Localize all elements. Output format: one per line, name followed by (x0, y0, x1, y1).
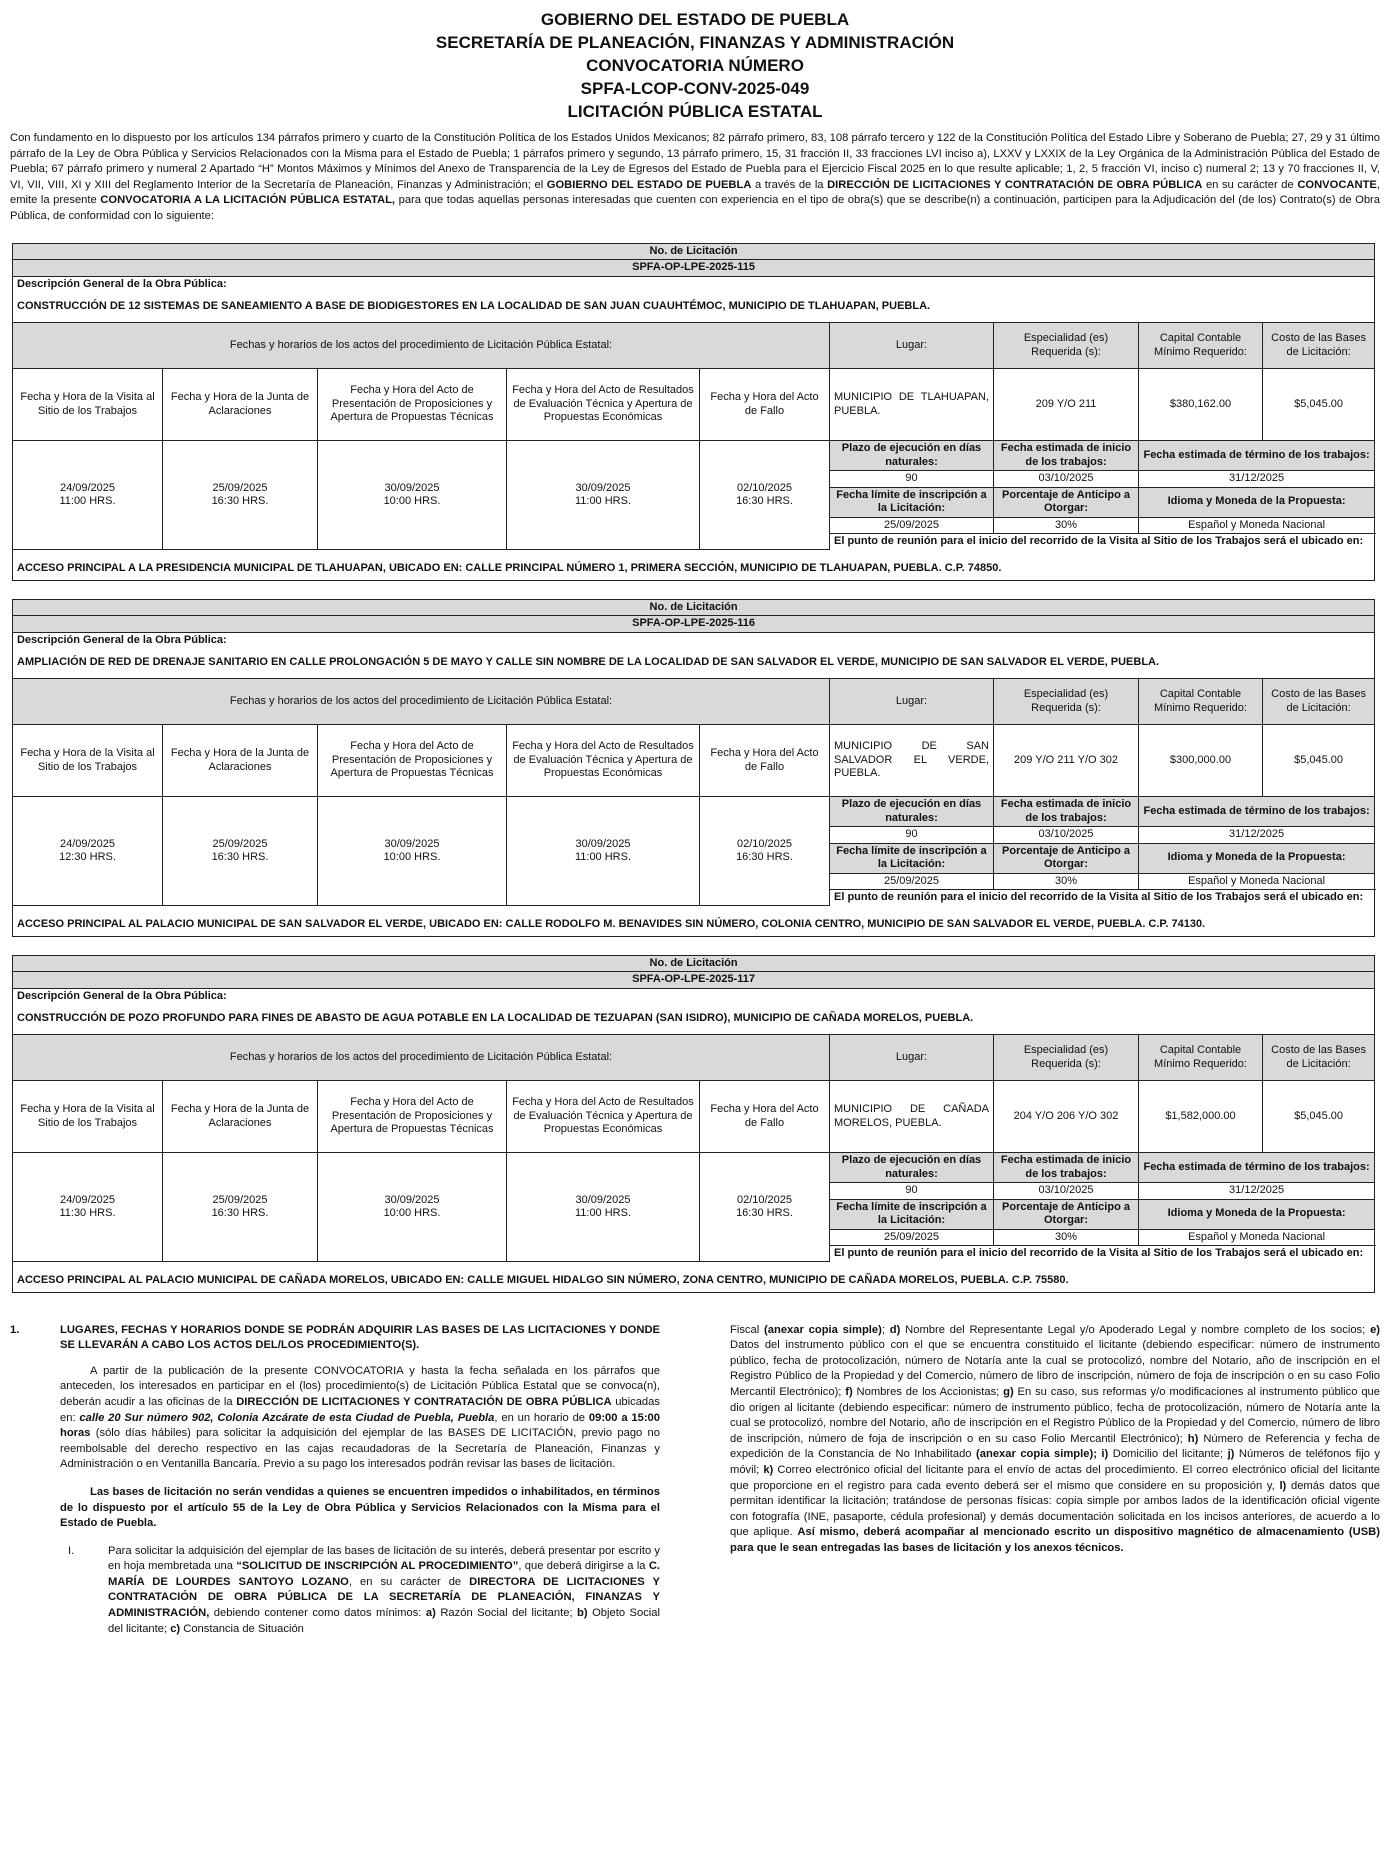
fallo-header: Fecha y Hora del Acto de Fallo (700, 725, 830, 797)
section-1-title: 1. LUGARES, FECHAS Y HORARIOS DONDE SE PODRÁN ADQUIRIR LAS BASES DE LAS LICITACIONES Y DONDE SE LLEVARÁN A CABO LOS ACTOS DEL/LOS PROCEDIMIENTO(S). (10, 1323, 660, 1352)
limite-value: 25/09/2025 (830, 517, 994, 534)
section-1-paragraph-1: A partir de la publicación de la presente CONVOCATORIA y hasta la fecha señalada en los párrafos que anteceden, los interesados en participar en el (los) procedimiento(s) de Licitación Pública Estatal que se convoca(n), deberán acudir a las oficinas de la DIRECCIÓN DE LICITACIONES Y CONTRATACIÓN DE OBRA PÚBLICA ubicadas en: calle 20 Sur número 902, Colonia Azcárate de esta Ciudad de Puebla, Puebla, en un horario de 09:00 a 15:00 horas (sólo días hábiles) para solicitar la adquisición del ejemplar de las BASES DE LICITACIÓN, previo pago no reembolsable del derecho respectivo en las cajas recaudadoras de la Secretaría de Planeación, Finanzas y Administración o en Ventanilla Bancaria. Previo a su pago los interesados podrán revisar las bases de licitación. (60, 1364, 661, 1471)
plazo-value: 90 (830, 827, 994, 844)
fechas-horarios-header: Fechas y horarios de los actos del procedimiento de Licitación Pública Estatal: (13, 679, 830, 725)
licitacion-table (12, 955, 1375, 1293)
licitaciones-list (10, 243, 1380, 1293)
document-header (10, 8, 1380, 123)
section-1-item-I: I. Para solicitar la adquisición del ejemplar de las bases de licitación de su interés, deberá presentar por escrito y en hoja membretada una “SOLICITUD DE INSCRIPCIÓN AL PROCEDIMIENTO”, que deberá dirigirse a la C. MARÍA DE LOURDES SANTOYO LOZANO, en su carácter de DIRECTORA DE LICITACIONES Y CONTRATACIÓN DE OBRA PÚBLICA DE LA SECRETARÍA DE PLANEACIÓN, FINANZAS Y ADMINISTRACIÓN, debiendo contener como datos mínimos: a) Razón Social del licitante; b) Objeto Social del licitante; c) Constancia de Situación (68, 1544, 661, 1635)
fechas-horarios-header: Fechas y horarios de los actos del procedimiento de Licitación Pública Estatal: (13, 1035, 830, 1081)
punto-reunion-address: ACCESO PRINCIPAL A LA PRESIDENCIA MUNICIPAL DE TLAHUAPAN, UBICADO EN: CALLE PRINCIPAL NÚMERO 1, PRIMERA SECCIÓN, MUNICIPIO DE TLAHUAPAN, PUEBLA. C.P. 74850. (13, 550, 1375, 581)
punto-reunion-address: ACCESO PRINCIPAL AL PALACIO MUNICIPAL DE SAN SALVADOR EL VERDE, UBICADO EN: CALLE RODOLFO M. BENAVIDES SIN NÚMERO, COLONIA CENTRO, MUNICIPIO DE SAN SALVADOR EL VERDE, PUEBLA. C.P. 74130. (13, 906, 1375, 937)
costo-header: Costo de las Bases de Licitación: (1263, 1035, 1375, 1081)
descripcion-text: CONSTRUCCIÓN DE POZO PROFUNDO PARA FINES DE ABASTO DE AGUA POTABLE EN LA LOCALIDAD DE TEZUAPAN (SAN ISIDRO), MUNICIPIO DE CAÑADA MORELOS, PUEBLA. (13, 1004, 1375, 1035)
termino-header: Fecha estimada de término de los trabajos: (1139, 797, 1375, 827)
inicio-value: 03/10/2025 (994, 827, 1139, 844)
descripcion-label: Descripción General de la Obra Pública: (13, 988, 1375, 1004)
limite-value: 25/09/2025 (830, 873, 994, 890)
punto-reunion-label: El punto de reunión para el inicio del recorrido de la Visita al Sitio de los Trabajos será el ubicado en: (830, 534, 1375, 550)
resultados-header: Fecha y Hora del Acto de Resultados de Evaluación Técnica y Apertura de Propuestas Económicas (507, 725, 700, 797)
lugar-value: MUNICIPIO DE TLAHUAPAN, PUEBLA. (830, 369, 994, 441)
presentacion-header: Fecha y Hora del Acto de Presentación de Proposiciones y Apertura de Propuestas Técnicas (318, 369, 507, 441)
capital-header: Capital Contable Mínimo Requerido: (1139, 679, 1263, 725)
anticipo-value: 30% (994, 517, 1139, 534)
inicio-header: Fecha estimada de inicio de los trabajos: (994, 797, 1139, 827)
licitacion-number: SPFA-OP-LPE-2025-116 (13, 616, 1375, 633)
limite-value: 25/09/2025 (830, 1229, 994, 1246)
fallo-header: Fecha y Hora del Acto de Fallo (700, 1081, 830, 1153)
junta-value: 25/09/2025 16:30 HRS. (163, 797, 318, 906)
plazo-header: Plazo de ejecución en días naturales: (830, 797, 994, 827)
capital-value: $380,162.00 (1139, 369, 1263, 441)
visita-value: 24/09/2025 11:30 HRS. (13, 1153, 163, 1262)
termino-value: 31/12/2025 (1139, 471, 1375, 488)
licitacion-number: SPFA-OP-LPE-2025-117 (13, 972, 1375, 989)
visita-header: Fecha y Hora de la Visita al Sitio de los Trabajos (13, 369, 163, 441)
lugar-header: Lugar: (830, 323, 994, 369)
inicio-value: 03/10/2025 (994, 1183, 1139, 1200)
idioma-header: Idioma y Moneda de la Propuesta: (1139, 1199, 1375, 1229)
junta-header: Fecha y Hora de la Junta de Aclaraciones (163, 369, 318, 441)
fallo-header: Fecha y Hora del Acto de Fallo (700, 369, 830, 441)
descripcion-label: Descripción General de la Obra Pública: (13, 632, 1375, 648)
resultados-value: 30/09/2025 11:00 HRS. (507, 1153, 700, 1262)
licitacion-number: SPFA-OP-LPE-2025-115 (13, 260, 1375, 277)
capital-value: $1,582,000.00 (1139, 1081, 1263, 1153)
junta-value: 25/09/2025 16:30 HRS. (163, 441, 318, 550)
anticipo-header: Porcentaje de Anticipo a Otorgar: (994, 1199, 1139, 1229)
limite-header: Fecha límite de inscripción a la Licitación: (830, 843, 994, 873)
anticipo-value: 30% (994, 873, 1139, 890)
resultados-header: Fecha y Hora del Acto de Resultados de Evaluación Técnica y Apertura de Propuestas Económicas (507, 1081, 700, 1153)
junta-header: Fecha y Hora de la Junta de Aclaraciones (163, 725, 318, 797)
visita-header: Fecha y Hora de la Visita al Sitio de los Trabajos (13, 725, 163, 797)
especialidad-header: Especialidad (es) Requerida (s): (994, 679, 1139, 725)
inicio-value: 03/10/2025 (994, 471, 1139, 488)
header-line-government: GOBIERNO DEL ESTADO DE PUEBLA (540, 10, 850, 29)
anticipo-value: 30% (994, 1229, 1139, 1246)
presentacion-value: 30/09/2025 10:00 HRS. (318, 1153, 507, 1262)
costo-header: Costo de las Bases de Licitación: (1263, 323, 1375, 369)
termino-value: 31/12/2025 (1139, 1183, 1375, 1200)
junta-value: 25/09/2025 16:30 HRS. (163, 1153, 318, 1262)
visita-header: Fecha y Hora de la Visita al Sitio de los Trabajos (13, 1081, 163, 1153)
capital-value: $300,000.00 (1139, 725, 1263, 797)
section-1 (10, 1323, 1380, 1638)
licitacion-block-2 (10, 599, 1380, 937)
visita-value: 24/09/2025 12:30 HRS. (13, 797, 163, 906)
costo-value: $5,045.00 (1263, 725, 1375, 797)
limite-header: Fecha límite de inscripción a la Licitación: (830, 1199, 994, 1229)
anticipo-header: Porcentaje de Anticipo a Otorgar: (994, 487, 1139, 517)
descripcion-text: AMPLIACIÓN DE RED DE DRENAJE SANITARIO EN CALLE PROLONGACIÓN 5 DE MAYO Y CALLE SIN NOMBRE DE LA LOCALIDAD DE SAN SALVADOR EL VERDE, MUNICIPIO DE SAN SALVADOR EL VERDE, PUEBLA. (13, 648, 1375, 679)
costo-value: $5,045.00 (1263, 1081, 1375, 1153)
lugar-value: MUNICIPIO DE SAN SALVADOR EL VERDE, PUEBLA. (830, 725, 994, 797)
presentacion-value: 30/09/2025 10:00 HRS. (318, 797, 507, 906)
section-1-left-column (10, 1323, 660, 1638)
punto-reunion-label: El punto de reunión para el inicio del recorrido de la Visita al Sitio de los Trabajos será el ubicado en: (830, 1246, 1375, 1262)
presentacion-value: 30/09/2025 10:00 HRS. (318, 441, 507, 550)
header-line-type: LICITACIÓN PÚBLICA ESTATAL (567, 102, 823, 121)
plazo-header: Plazo de ejecución en días naturales: (830, 1153, 994, 1183)
plazo-header: Plazo de ejecución en días naturales: (830, 441, 994, 471)
punto-reunion-label: El punto de reunión para el inicio del recorrido de la Visita al Sitio de los Trabajos será el ubicado en: (830, 890, 1375, 906)
especialidad-value: 209 Y/O 211 Y/O 302 (994, 725, 1139, 797)
plazo-value: 90 (830, 471, 994, 488)
termino-header: Fecha estimada de término de los trabajos: (1139, 441, 1375, 471)
idioma-value: Español y Moneda Nacional (1139, 1229, 1375, 1246)
header-line-secretaria: SECRETARÍA DE PLANEACIÓN, FINANZAS Y ADMINISTRACIÓN (435, 33, 955, 52)
idioma-header: Idioma y Moneda de la Propuesta: (1139, 487, 1375, 517)
resultados-value: 30/09/2025 11:00 HRS. (507, 797, 700, 906)
header-line-convocatoria: CONVOCATORIA NÚMERO (586, 56, 804, 75)
lugar-header: Lugar: (830, 1035, 994, 1081)
licitacion-table (12, 243, 1375, 581)
costo-header: Costo de las Bases de Licitación: (1263, 679, 1375, 725)
junta-header: Fecha y Hora de la Junta de Aclaraciones (163, 1081, 318, 1153)
resultados-header: Fecha y Hora del Acto de Resultados de Evaluación Técnica y Apertura de Propuestas Económicas (507, 369, 700, 441)
punto-reunion-address: ACCESO PRINCIPAL AL PALACIO MUNICIPAL DE CAÑADA MORELOS, UBICADO EN: CALLE MIGUEL HIDALGO SIN NÚMERO, ZONA CENTRO, MUNICIPIO DE CAÑADA MORELOS, PUEBLA. C.P. 75580. (13, 1262, 1375, 1293)
termino-value: 31/12/2025 (1139, 827, 1375, 844)
fechas-horarios-header: Fechas y horarios de los actos del procedimiento de Licitación Pública Estatal: (13, 323, 830, 369)
header-line-number: SPFA-LCOP-CONV-2025-049 (580, 79, 810, 98)
especialidad-value: 209 Y/O 211 (994, 369, 1139, 441)
no-licitacion-label: No. de Licitación (13, 243, 1375, 260)
descripcion-label: Descripción General de la Obra Pública: (13, 276, 1375, 292)
presentacion-header: Fecha y Hora del Acto de Presentación de Proposiciones y Apertura de Propuestas Técnicas (318, 725, 507, 797)
capital-header: Capital Contable Mínimo Requerido: (1139, 323, 1263, 369)
inicio-header: Fecha estimada de inicio de los trabajos: (994, 441, 1139, 471)
costo-value: $5,045.00 (1263, 369, 1375, 441)
lugar-value: MUNICIPIO DE CAÑADA MORELOS, PUEBLA. (830, 1081, 994, 1153)
no-licitacion-label: No. de Licitación (13, 955, 1375, 972)
fallo-value: 02/10/2025 16:30 HRS. (700, 441, 830, 550)
idioma-value: Español y Moneda Nacional (1139, 873, 1375, 890)
presentacion-header: Fecha y Hora del Acto de Presentación de Proposiciones y Apertura de Propuestas Técnicas (318, 1081, 507, 1153)
licitacion-table (12, 599, 1375, 937)
plazo-value: 90 (830, 1183, 994, 1200)
intro-paragraph: Con fundamento en lo dispuesto por los artículos 134 párrafos primero y cuarto de la Constitución Política de los Estados Unidos Mexicanos; 82 párrafo primero, 83, 108 párrafo tercero y 122 de la Constitución Política del Estado Libre y Soberano de Puebla; 27, 29 y 31 último párrafo de la Ley de Obra Pública y Servicios Relacionados con la Misma para el Estado de Puebla; 1 párrafos primero y segundo, 13 párrafo primero, 15, 31 fracción II, 33 fracciones LVI inciso a), LXXV y LXXIX de la Ley Orgánica de la Administración Pública del Estado de Puebla; 67 párrafo primero y numeral 2 Apartado “H” Montos Máximos y Mínimos del Anexo de Transparencia de la Ley de Egresos del Estado de Puebla para el Ejercicio Fiscal 2025 en lo que resulte aplicable; 1, 2, 5 fracción VI, inciso c) numeral 2; 13 y 70 fracciones II, V, VI, VII, VIII, XI y XIII del Reglamento Interior de la Secretaría de Planeación, Finanzas y Administración; el GOBIERNO DEL ESTADO DE PUEBLA a través de la DIRECCIÓN DE LICITACIONES Y CONTRATACIÓN DE OBRA PÚBLICA en su carácter de CONVOCANTE, emite la presente CONVOCATORIA A LA LICITACIÓN PÚBLICA ESTATAL, para que todas aquellas personas interesadas que cuenten con experiencia en el tipo de obra(s) que se describe(n) a continuación, participen para la Adjudicación del (de los) Contrato(s) de Obra Pública, de conformidad con lo siguiente: (10, 132, 1380, 222)
section-1-paragraph-2: Las bases de licitación no serán vendidas a quienes se encuentren impedidos o inhabilitados, en términos de lo dispuesto por el artículo 55 de la Ley de Obra Pública y Servicios Relacionados con la Misma para el Estado de Puebla. (60, 1485, 660, 1530)
limite-header: Fecha límite de inscripción a la Licitación: (830, 487, 994, 517)
capital-header: Capital Contable Mínimo Requerido: (1139, 1035, 1263, 1081)
anticipo-header: Porcentaje de Anticipo a Otorgar: (994, 843, 1139, 873)
visita-value: 24/09/2025 11:00 HRS. (13, 441, 163, 550)
especialidad-header: Especialidad (es) Requerida (s): (994, 1035, 1139, 1081)
especialidad-header: Especialidad (es) Requerida (s): (994, 323, 1139, 369)
no-licitacion-label: No. de Licitación (13, 599, 1375, 616)
licitacion-block-1 (10, 243, 1380, 581)
inicio-header: Fecha estimada de inicio de los trabajos: (994, 1153, 1139, 1183)
descripcion-text: CONSTRUCCIÓN DE 12 SISTEMAS DE SANEAMIENTO A BASE DE BIODIGESTORES EN LA LOCALIDAD DE SAN JUAN CUAUHTÉMOC, MUNICIPIO DE TLAHUAPAN, PUEBLA. (13, 292, 1375, 323)
idioma-header: Idioma y Moneda de la Propuesta: (1139, 843, 1375, 873)
idioma-value: Español y Moneda Nacional (1139, 517, 1375, 534)
licitacion-block-3 (10, 955, 1380, 1293)
especialidad-value: 204 Y/O 206 Y/O 302 (994, 1081, 1139, 1153)
termino-header: Fecha estimada de término de los trabajos: (1139, 1153, 1375, 1183)
lugar-header: Lugar: (830, 679, 994, 725)
section-1-right-column: Fiscal (anexar copia simple); d) Nombre del Representante Legal y/o Apoderado Legal y nombre completo de los socios; e) Datos del instrumento público con el que se encuentra constituido el licitante (debiendo especificar: número de instrumento público, fecha de protocolización, número de Notaría ante la cual se protocolizó, nombre del Notario, año de inscripción en el Registro Público de la Propiedad y del Comercio, número de libro de inscripción, número de foja de inscripción o en su caso Folio Mercantil Electrónico); f) Nombres de los Accionistas; g) En su caso, sus reformas y/o modificaciones al instrumento público que dio origen al licitante (debiendo especificar: número de instrumento público, fecha de protocolización, número de Notaría ante la cual se protocolizó, nombre del Notario, año de inscripción en el Registro Público de la Propiedad y del Comercio, número de libro de inscripción, número de foja de inscripción o en su caso Folio Mercantil Electrónico); h) Número de Referencia y fecha de expedición de la Constancia de No Inhabilitado (anexar copia simple); i) Domicilio del licitante; j) Números de teléfonos fijo y móvil; k) Correo electrónico oficial del licitante para el envío de actas del procedimiento. El correo electrónico oficial del licitante que proporcione en el registro para cada evento deberá ser el mismo que considere en su proposición y, l) demás datos que permitan identificar la licitación; tratándose de personas físicas: copia simple por ambos lados de la identificación oficial vigente con fotografía (INE, pasaporte, cédula profesional) y demás documentación solicitada en los incisos anteriores, de acuerdo a lo que aplique. Así mismo, deberá acompañar al mencionado escrito un dispositivo magnético de almacenamiento (USB) para que le sean entregadas las bases de licitación y los anexos técnicos. (730, 1323, 1381, 1554)
fallo-value: 02/10/2025 16:30 HRS. (700, 1153, 830, 1262)
resultados-value: 30/09/2025 11:00 HRS. (507, 441, 700, 550)
fallo-value: 02/10/2025 16:30 HRS. (700, 797, 830, 906)
